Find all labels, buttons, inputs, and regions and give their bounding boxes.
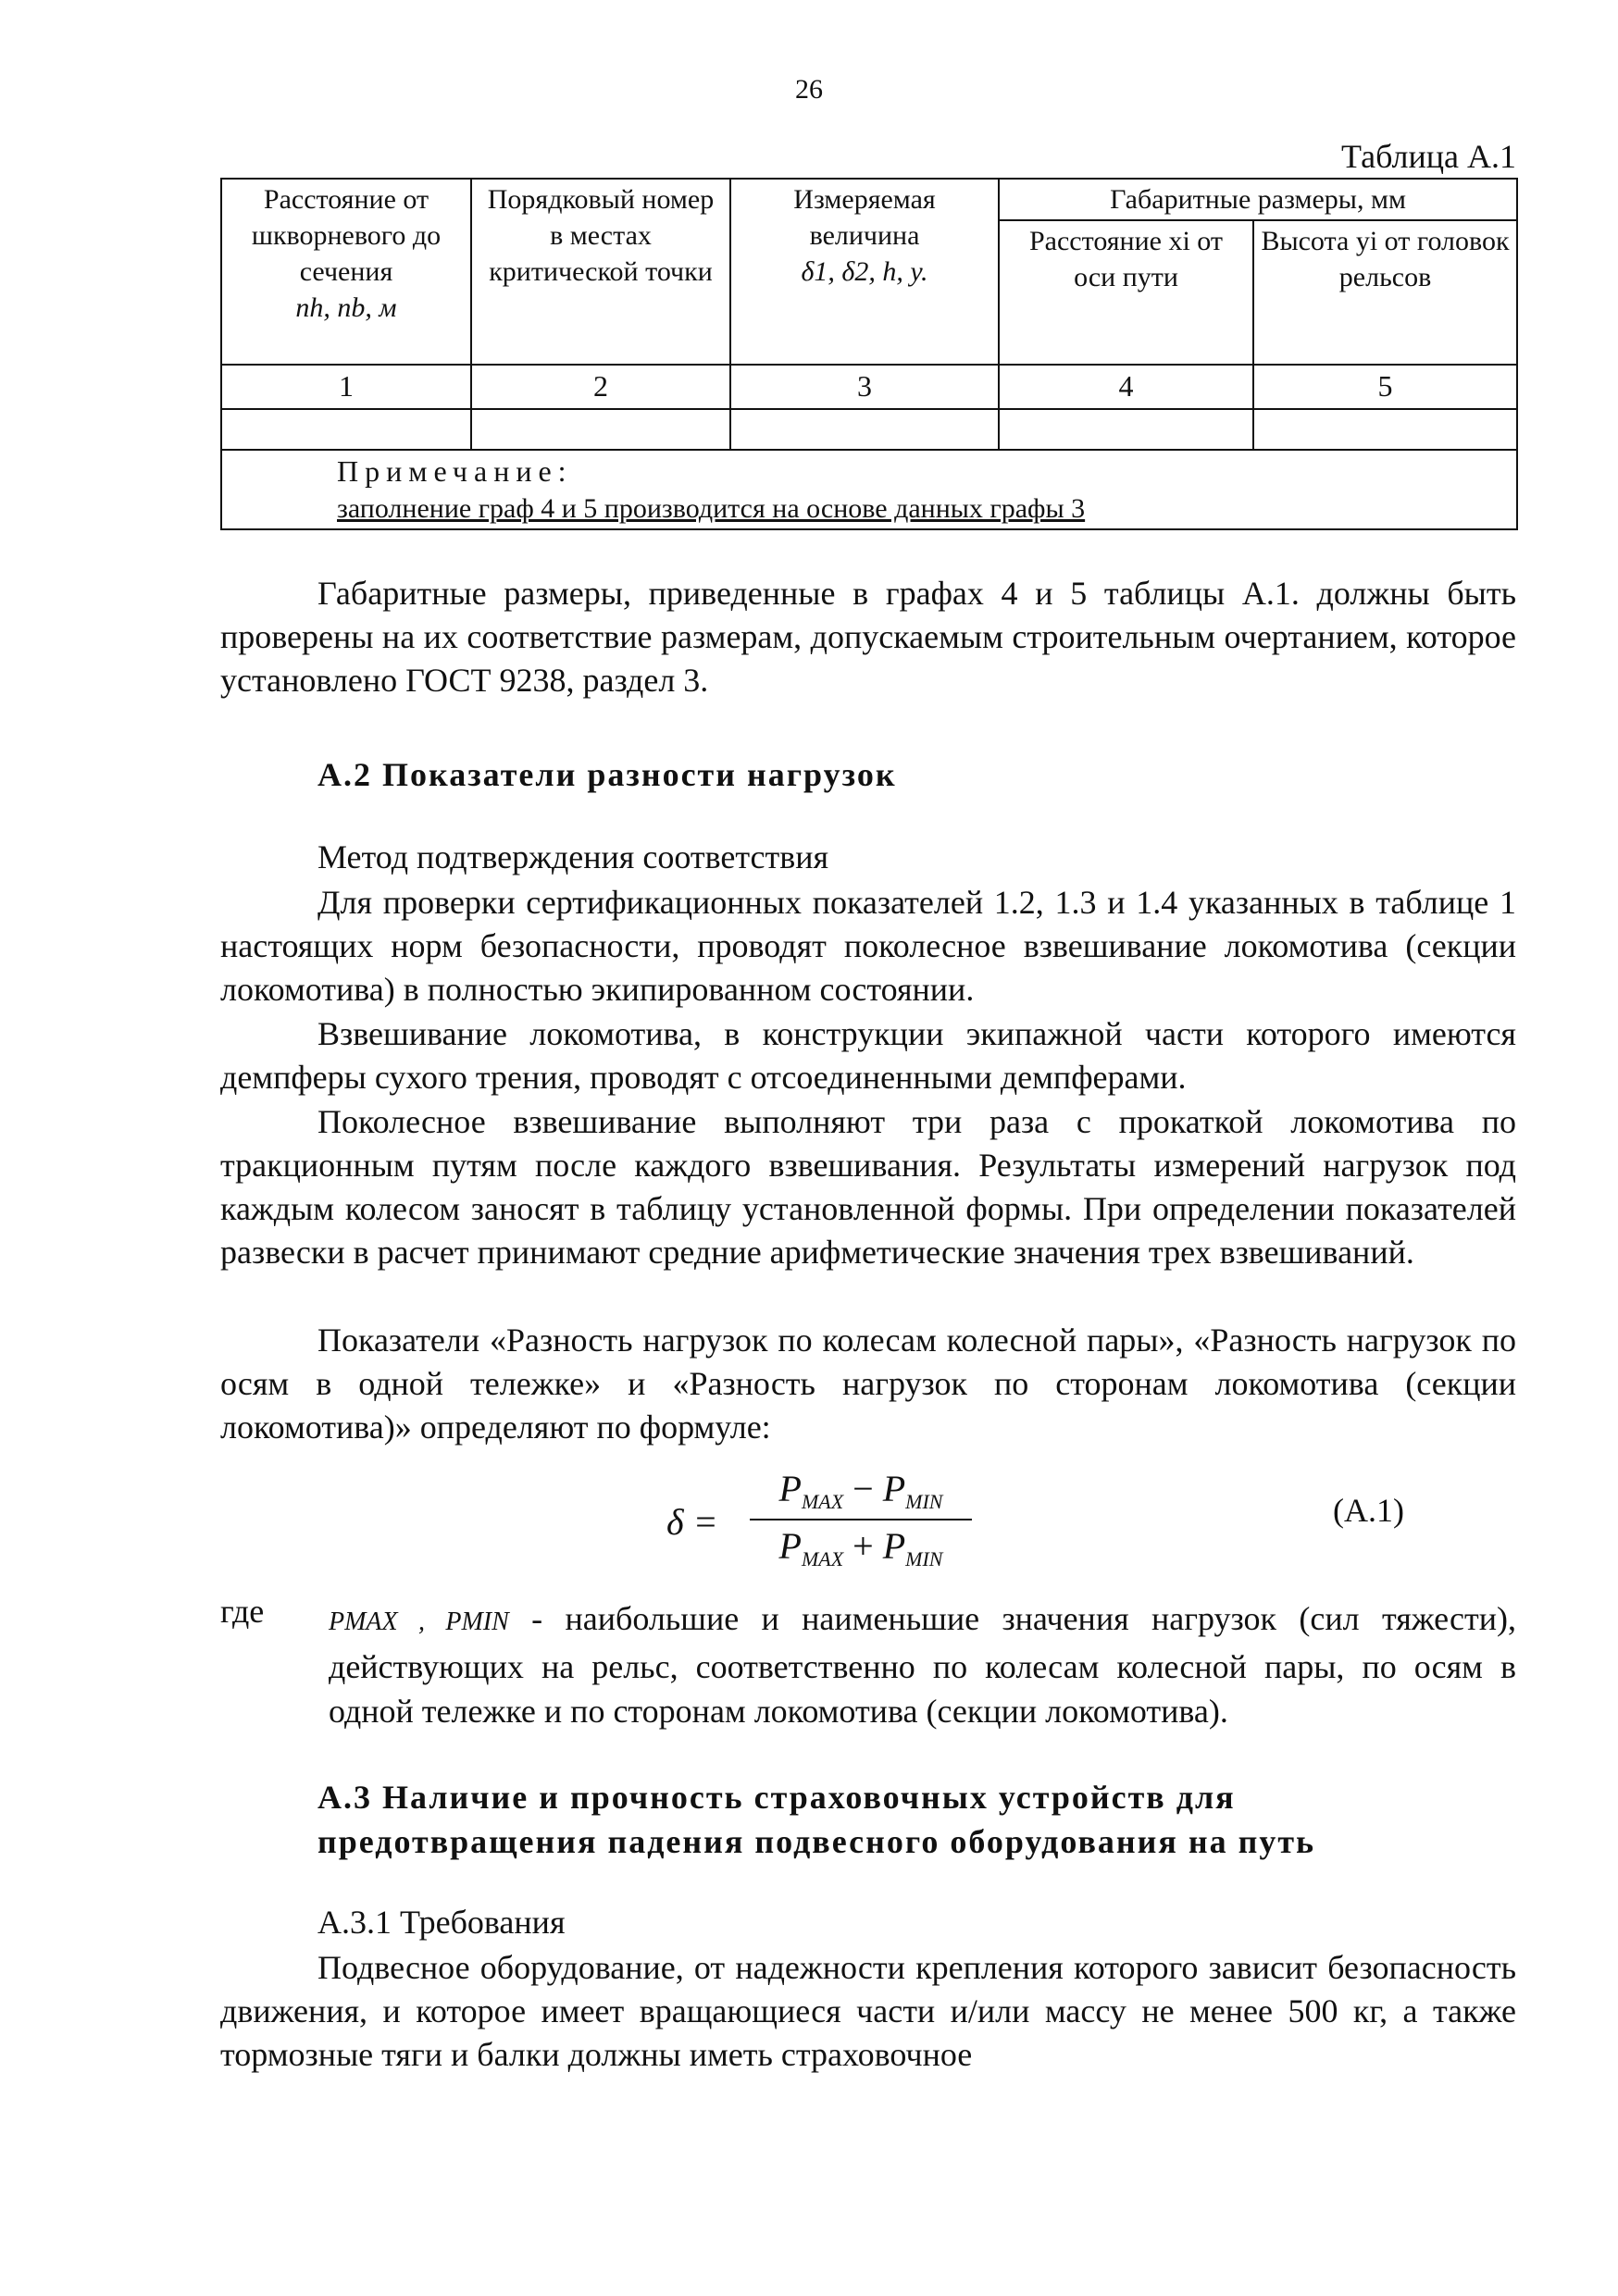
- table-caption: Таблица А.1: [1341, 138, 1516, 175]
- paragraph-weighing-procedure: Поколесное взвешивание выполняют три раза с прокаткой локомотива по тракционным путям после каждого взвешивания. Результаты измерений нагрузок под каждым колесом заносят в таблицу установленной формы. При определении показателей развески в расчет принимают средние арифметические значения трех взвешиваний.: [220, 1103, 1516, 1271]
- plus-sign: +: [843, 1525, 883, 1567]
- col-number-1: 1: [221, 365, 471, 409]
- header-col3-text: Измеряемая величина: [793, 184, 936, 251]
- max-subscript: MAX: [801, 1547, 844, 1570]
- formula-numerator: [750, 1467, 972, 1520]
- header-col1-text: Расстояние от шкворневого до сечения: [251, 184, 442, 287]
- where-explanation: [329, 1596, 1516, 1733]
- header-col2: Порядковый номер в местах критической точки: [471, 179, 730, 365]
- paragraph-weighing-check: Для проверки сертификационных показателей 1.2, 1.3 и 1.4 указанных в таблице 1 настоящих норм безопасности, проводят поколесное взвешивание локомотива (секции локомотива) в полностью экипированном состоянии.: [220, 884, 1516, 1008]
- min-subscript: MIN: [905, 1547, 943, 1570]
- paragraph-dampers: Взвешивание локомотива, в конструкции экипажной части которого имеются демпферы сухого трения, проводят с отсоединенными демпферами.: [220, 1015, 1516, 1096]
- paragraph-suspended-equipment: Подвесное оборудование, от надежности крепления которого зависит безопасность движения, и которое имеет вращающиеся части и/или массу не менее 500 кг, а также тормозные тяги и балки должны иметь страховочное: [220, 1949, 1516, 2073]
- where-symbols: PMAX , PMIN: [329, 1607, 509, 1636]
- p-symbol: P: [882, 1468, 906, 1509]
- header-group: Габаритные размеры, мм: [999, 179, 1517, 220]
- note-text: заполнение граф 4 и 5 производится на основе данных графы 3: [337, 493, 1086, 525]
- minus-sign: −: [843, 1468, 883, 1509]
- p-symbol: P: [778, 1525, 802, 1567]
- where-text: - наибольшие и наименьшие значения нагрузок (сил тяжести), действующих на рельс, соответственно по колесам колесной пары, по осям в одной тележке и по сторонам локомотива (секции локомотива).: [329, 1600, 1517, 1730]
- max-subscript: MAX: [801, 1490, 844, 1513]
- header-col3: [730, 179, 999, 365]
- formula-denominator: [750, 1520, 972, 1571]
- header-col3-symbol: δ1, δ2, h, y.: [801, 256, 928, 287]
- formula-lhs: δ =: [666, 1501, 718, 1543]
- method-heading: Метод подтверждения соответствия: [317, 838, 829, 875]
- equation-label: (А.1): [1333, 1492, 1404, 1529]
- section-heading-a31: А.3.1 Требования: [317, 1904, 566, 1941]
- section-heading-a3: А.3 Наличие и прочность страховочных устройств для предотвращения падения подвесного оборудования на путь: [317, 1779, 1316, 1860]
- table-a1: [220, 178, 1518, 530]
- formula-fraction: [750, 1467, 972, 1571]
- paragraph-dimensions: Габаритные размеры, приведенные в графах 4 и 5 таблицы А.1. должны быть проверены на их соответствие размерам, допускаемым строительным очертанием, которое установлено ГОСТ 9238, раздел 3.: [220, 575, 1516, 699]
- empty-cell: [1253, 409, 1517, 450]
- header-col1: [221, 179, 471, 365]
- section-heading-a2: А.2 Показатели разности нагрузок: [317, 756, 897, 793]
- table-note: [221, 450, 1517, 530]
- formula-a1: [648, 1467, 1481, 1587]
- p-symbol: P: [882, 1525, 906, 1567]
- empty-cell: [730, 409, 999, 450]
- p-symbol: P: [778, 1468, 802, 1509]
- header-col1-symbol: nh, nb, м: [295, 292, 397, 323]
- header-col5: Высота yi от головок рельсов: [1253, 220, 1517, 365]
- empty-cell: [471, 409, 730, 450]
- note-title: Примечание:: [337, 453, 573, 488]
- col-number-5: 5: [1253, 365, 1517, 409]
- min-subscript: MIN: [905, 1490, 943, 1513]
- empty-cell: [221, 409, 471, 450]
- page-number: 26: [795, 74, 823, 105]
- col-number-4: 4: [999, 365, 1253, 409]
- col-number-2: 2: [471, 365, 730, 409]
- header-col4: Расстояние xi от оси пути: [999, 220, 1253, 365]
- col-number-3: 3: [730, 365, 999, 409]
- paragraph-formula-intro: Показатели «Разность нагрузок по колесам колесной пары», «Разность нагрузок по осям в одной тележке» и «Разность нагрузок по сторонам локомотива (секции локомотива)» определяют по формуле:: [220, 1322, 1516, 1446]
- empty-cell: [999, 409, 1253, 450]
- where-label: где: [220, 1593, 265, 1630]
